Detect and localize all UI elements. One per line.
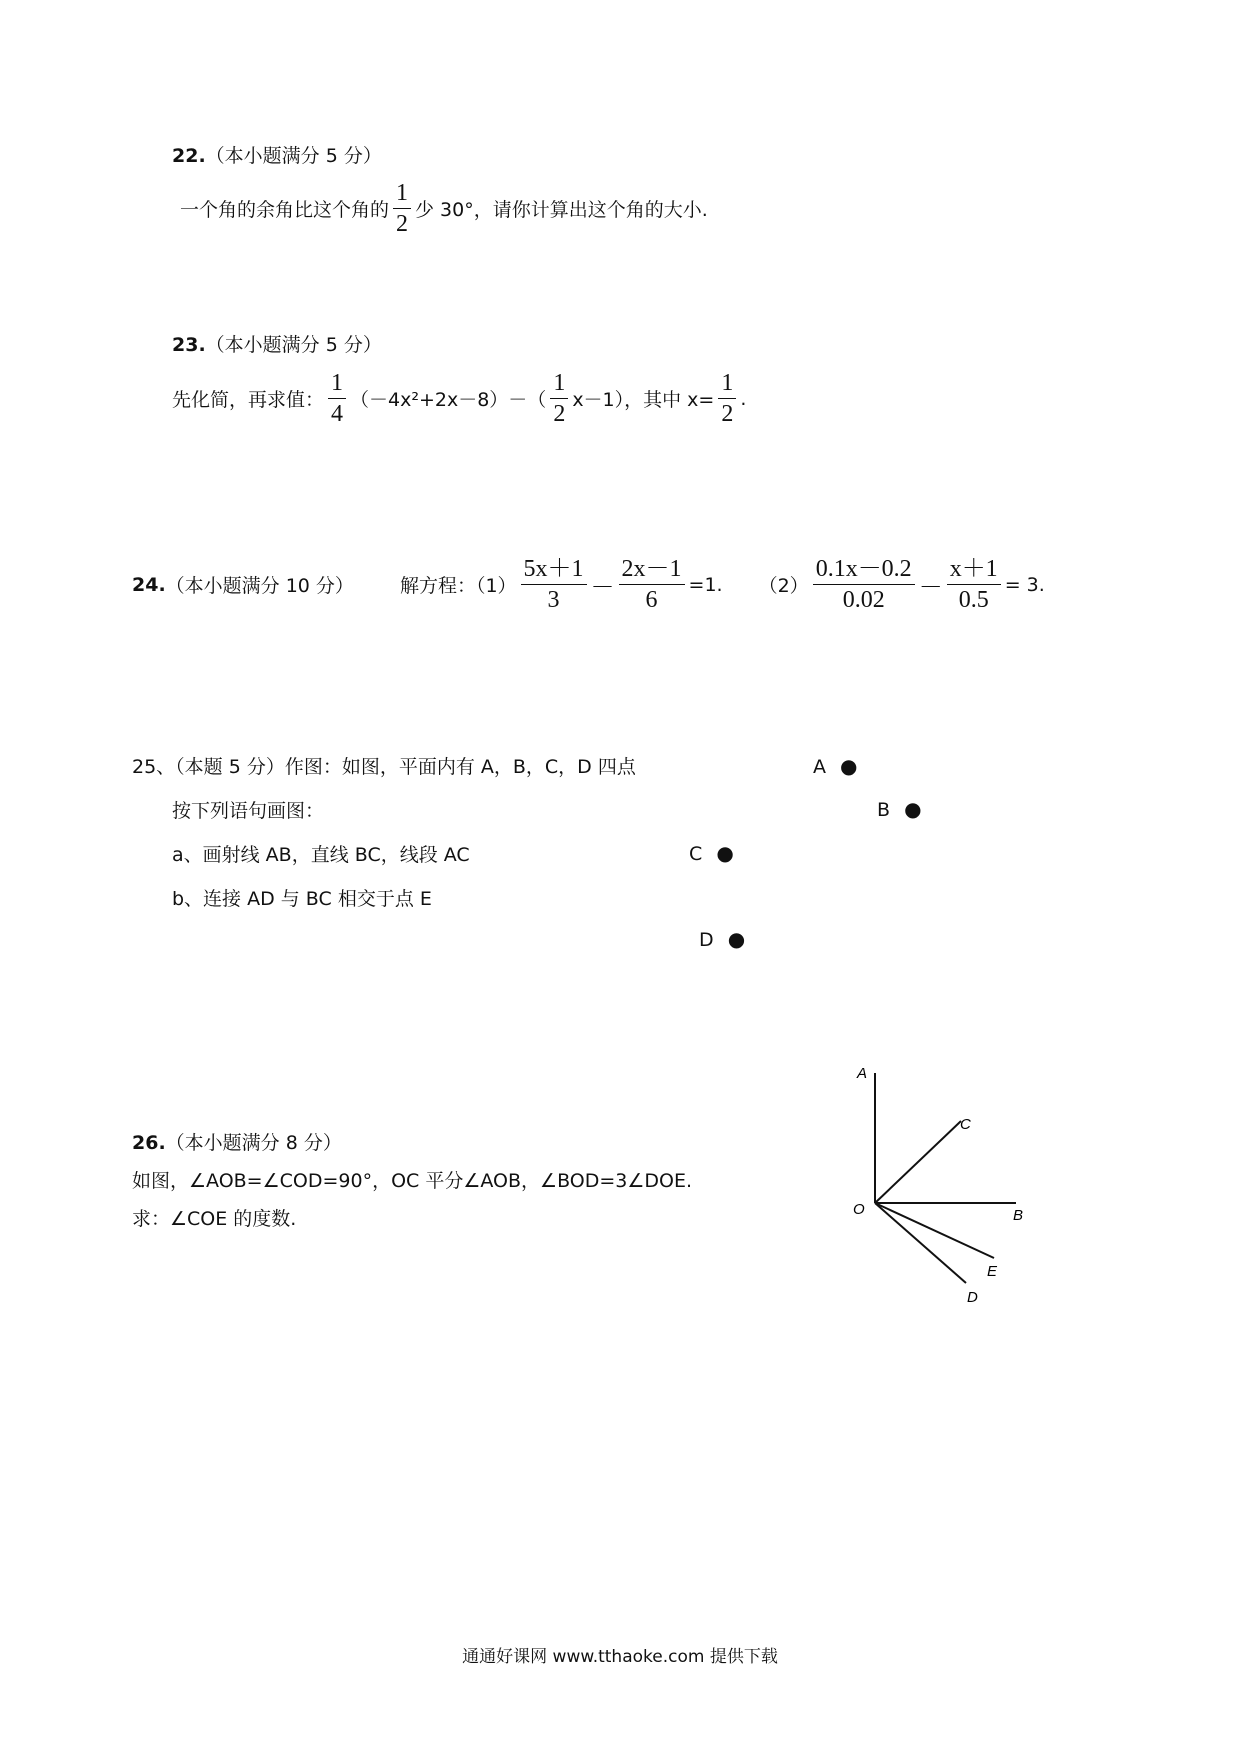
q23-frac2-num: 1 [550,370,568,399]
q22-text-before: 一个角的余角比这个角的 [180,199,390,222]
point-c-dot: ● [716,841,734,865]
point-a-dot: ● [840,754,858,778]
q23-number: 23. [172,334,206,356]
q23-prefix: 先化简，再求值： [172,389,325,412]
q22-text-after: 少 30°，请你计算出这个角的大小. [415,199,708,222]
q24-eq2-frac-a-den: 0.02 [842,587,885,614]
point-c-label: C [689,843,703,865]
point-a [813,754,858,778]
q23-frac1-num: 1 [328,370,346,399]
q26-number: 26. [132,1132,166,1154]
label-e: E [987,1263,998,1280]
q24-eq2-frac-b-den: 0.5 [958,587,989,614]
q23-score: （本小题满分 5 分） [205,334,382,356]
q26-line3: 求：∠COE 的度数. [132,1208,297,1230]
point-d [699,927,745,951]
q23-frac1-den: 4 [331,401,344,428]
q24-eq1-frac-b-den: 6 [645,587,658,614]
q24-body [132,556,1045,614]
point-a-label: A [813,756,826,778]
q25-line2: 按下列语句画图： [172,800,325,822]
q24-eq2-frac-a-num: 0.1x－0.2 [813,556,915,585]
q23-frac2-den: 2 [553,401,566,428]
q24-eq1-frac-a-den: 3 [547,587,560,614]
point-d-dot: ● [727,927,746,951]
q25-line4: b、连接 AD 与 BC 相交于点 E [172,888,432,910]
q23-header [172,330,382,357]
label-a: A [857,1065,868,1082]
q23-frac2 [550,370,568,428]
q25-line3: a、画射线 AB，直线 BC，线段 AC [172,844,470,866]
q22-body [180,180,708,238]
point-b [877,797,922,821]
q23-body [172,370,746,428]
q23-paren1: （－4x²+2x－8）－（ [350,389,547,412]
q24-eq1-frac-a [521,556,587,614]
label-o: O [853,1201,865,1218]
q22-fraction [393,180,411,238]
q24-eq2-frac-b-num: x＋1 [947,556,1001,585]
q24-number: 24. [132,573,166,596]
q24-eq1-frac-b [619,556,685,614]
q22-score: （本小题满分 5 分） [205,145,382,167]
q24-eq1-minus: － [590,575,615,602]
q24-eq1-frac-a-num: 5x＋1 [521,556,587,585]
q24-label1: 解方程：（1） [399,575,517,598]
q24-eq2-frac-a [813,556,915,614]
q25-header: 25、（本题 5 分）作图：如图，平面内有 A，B，C，D 四点 [132,756,636,778]
ray-od [875,1203,966,1283]
point-c [689,841,734,865]
q22-frac-num: 1 [393,180,411,209]
q24-eq1-rhs: =1. [688,573,723,596]
q24-eq1-frac-b-num: 2x－1 [619,556,685,585]
q22-number: 22. [172,145,206,167]
q24-eq2-minus: － [918,575,943,602]
ray-oe [875,1203,994,1258]
point-b-dot: ● [904,797,922,821]
q22-frac-den: 2 [396,211,409,238]
footer-text: 通通好课网 www.tthaoke.com 提供下载 [462,1647,778,1667]
q24-label2: （2） [758,575,809,598]
q23-frac3 [718,370,736,428]
label-b: B [1013,1207,1024,1224]
q24-score: （本小题满分 10 分） [165,575,354,598]
label-d: D [967,1289,978,1306]
q23-frac3-den: 2 [721,401,734,428]
q23-paren2: x－1），其中 x= [572,389,715,412]
point-d-label: D [699,929,714,951]
q26-score: （本小题满分 8 分） [165,1132,342,1154]
q23-frac1 [328,370,346,428]
q26-line2: 如图，∠AOB=∠COD=90°，OC 平分∠AOB，∠BOD=3∠DOE. [132,1170,693,1192]
q26-header [132,1128,342,1155]
point-b-label: B [877,799,891,821]
label-c: C [960,1116,971,1133]
angle-figure [840,1055,1040,1315]
q23-frac3-num: 1 [718,370,736,399]
q22-header [172,141,382,168]
q24-eq2-frac-b [947,556,1001,614]
q24-eq2-rhs: = 3. [1004,573,1045,596]
q23-end: . [740,387,747,410]
ray-oc [875,1121,961,1203]
